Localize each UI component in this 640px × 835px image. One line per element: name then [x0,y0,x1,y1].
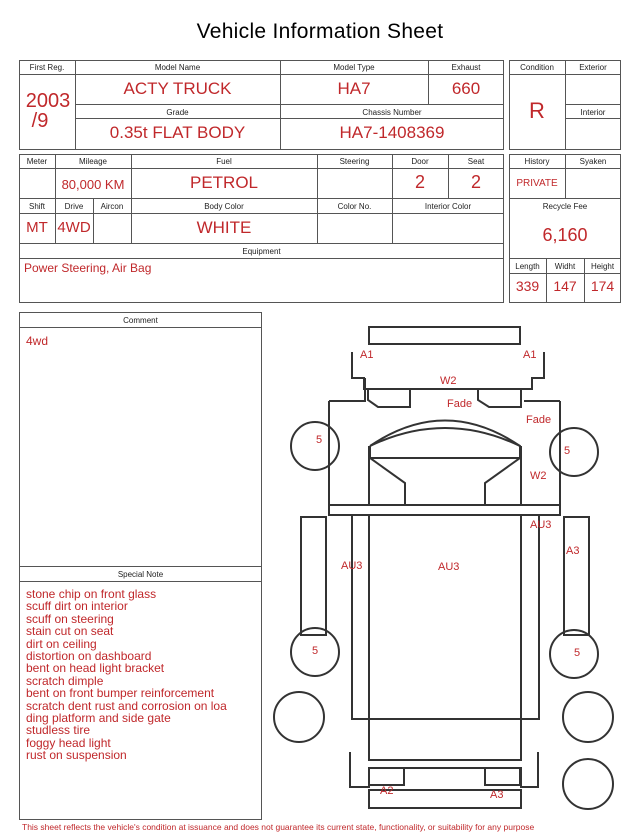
door-value: 2 [414,172,425,192]
width-label: Widht [554,262,576,271]
history-value: PRIVATE [516,178,558,189]
condition-label: Condition [520,63,554,72]
recycle-fee-label: Recycle Fee [542,202,588,211]
door-label: Door [411,157,429,166]
meter-label: Meter [26,157,48,166]
spare-tire-left [274,692,324,742]
special-note-item: bent on head light bracket [26,661,165,676]
chassis-number-label: Chassis Number [362,108,422,117]
exhaust-label: Exhaust [451,63,481,72]
special-note-item: scratch dent rust and corrosion on loa [26,698,227,713]
damage-tire-rl: 5 [312,645,319,657]
cab-left-upper [329,378,365,401]
disclaimer-footer: This sheet reflects the vehicle's condition at issuance and does not guarantee its current state, functionality, or suitability for any purpose [22,822,535,832]
model-type-label: Model Type [333,63,375,72]
syaken-label: Syaken [579,157,607,166]
history-label: History [524,157,550,166]
tire-front-right [550,428,598,476]
first-reg-year: 2003 [25,90,71,112]
length-label: Length [515,262,540,271]
interior-color-label: Interior Color [424,202,472,211]
height-label: Height [590,262,615,271]
first-reg-label: First Reg. [29,63,65,72]
comment-label: Comment [123,316,158,325]
damage-a1-right: A1 [523,349,537,361]
windshield-left [369,446,405,505]
damage-tire-rr: 5 [574,647,581,659]
steering-label: Steering [339,157,370,166]
fuel-value: PETROL [189,173,259,192]
damage-au3-left: AU3 [341,560,363,572]
damage-fade-right: Fade [526,414,552,426]
right-side-gate [564,517,589,635]
damage-au3-center: AU3 [438,561,460,573]
damage-w2-right: W2 [530,470,547,482]
grade-value: 0.35t FLAT BODY [109,123,246,142]
damage-a3-bottom: A3 [490,789,504,801]
spare-tire-right [563,692,613,742]
fuel-label: Fuel [216,157,232,166]
special-note-item: dirt on ceiling [26,636,97,651]
first-reg-month: /9 [31,110,49,132]
equipment-label: Equipment [242,247,281,256]
width-value: 147 [553,278,577,294]
special-note-item: stone chip on front glass [26,587,157,601]
seat-label: Seat [467,157,485,166]
special-note-item: studless tire [26,723,91,738]
windshield-right [370,421,521,506]
model-name-label: Model Name [154,63,201,72]
tire-rear-spare [563,759,613,809]
body-color-value: WHITE [196,218,252,237]
drive-label: Drive [64,202,84,211]
shift-label: Shift [28,202,45,211]
special-note-item: distortion on dashboard [26,649,152,664]
recycle-fee-value: 6,160 [542,225,588,245]
comment-text: 4wd [26,334,49,348]
damage-w2-top: W2 [440,375,457,387]
exhaust-value: 660 [451,79,481,98]
equipment-value: Power Steering, Air Bag [24,261,152,275]
special-note-item: bent on front bumper reinforcement [26,686,215,701]
damage-a2-bottom: A2 [380,785,394,797]
grade-label: Grade [166,108,189,117]
damage-tire-fl: 5 [316,434,323,446]
damage-a3-right: A3 [566,545,580,557]
windshield-left-corner [368,390,410,407]
special-note-item: ding platform and side gate [26,711,171,726]
shift-value: MT [26,219,48,236]
chassis-number-value: HA7-1408369 [339,123,445,142]
special-note-label: Special Note [117,570,164,579]
rear-light-left [369,768,404,785]
damage-a1-left: A1 [360,349,374,361]
special-note-item: scuff dirt on interior [26,599,128,614]
drive-value: 4WD [57,219,91,236]
interior-label: Interior [580,108,606,117]
mileage-label: Mileage [78,157,107,166]
height-value: 174 [590,278,615,294]
special-note-item: foggy head light [26,735,111,750]
cargo-bed [352,515,539,719]
windshield-right-corner [478,390,521,407]
special-note-item: rust on suspension [26,748,127,763]
condition-value: R [529,98,545,123]
damage-tire-fr: 5 [564,445,571,457]
rear-light-right [485,768,520,785]
special-note-item: scratch dimple [26,673,104,688]
model-name-value: ACTY TRUCK [123,79,232,98]
tire-front-left [291,422,339,470]
tailgate [369,719,521,760]
mileage-value: 80,000 KM [61,177,125,192]
color-no-label: Color No. [337,202,372,211]
aircon-label: Aircon [100,202,124,211]
model-type-value: HA7 [337,79,371,98]
exterior-label: Exterior [579,63,607,72]
special-note-item: scuff on steering [26,611,114,626]
seat-value: 2 [470,172,481,192]
page-title: Vehicle Information Sheet [196,20,444,43]
damage-fade-center: Fade [447,398,473,410]
left-side-gate [301,517,326,635]
length-value: 339 [515,278,540,294]
damage-au3-right: AU3 [530,519,552,531]
cab-rear [329,505,560,515]
special-note-item: stain cut on seat [26,624,114,639]
front-bumper [369,327,520,344]
bed-rails [369,515,521,760]
windshield-glass [370,428,520,446]
body-color-label: Body Color [204,202,244,211]
rear-frame [350,752,538,787]
